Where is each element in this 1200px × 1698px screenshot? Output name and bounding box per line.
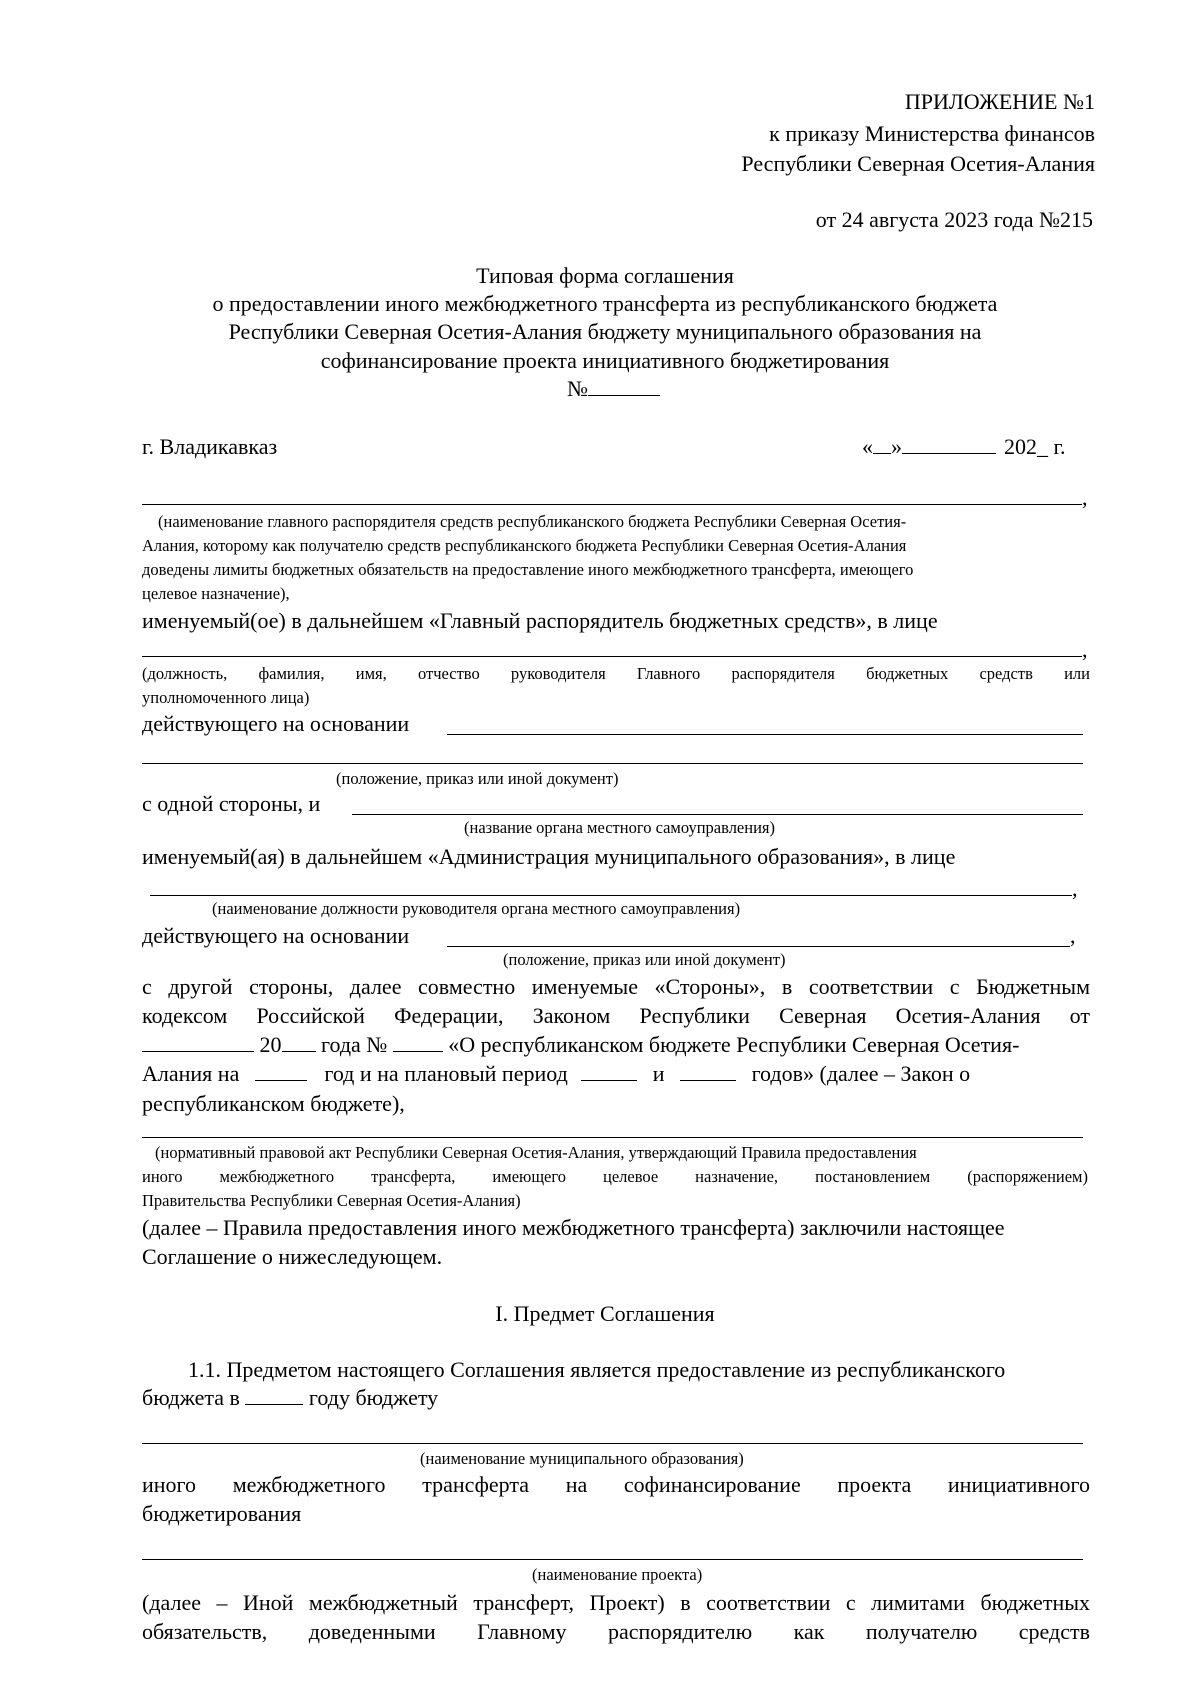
budget-in-label: бюджета в xyxy=(142,1385,240,1410)
comma: , xyxy=(1082,637,1088,662)
year-budget-label: году бюджету xyxy=(308,1385,439,1410)
rules-act-line xyxy=(142,1137,1083,1138)
acting-basis-line xyxy=(447,734,1083,735)
limits-line-1: (далее – Иной межбюджетный трансферт, Проект) в соответствии с лимитами бюджетных xyxy=(142,1590,1090,1615)
head-caption-1: (должность, фамилия, имя, отчество руководителя Главного распорядителя бюджетных средств или xyxy=(142,664,1090,683)
budget-label: Алания на xyxy=(142,1061,240,1086)
month-blank xyxy=(902,433,996,454)
year-blank xyxy=(245,1384,303,1405)
republic-name: Республики Северная Осетия-Алания xyxy=(741,151,1095,176)
planning-period-label: год и на плановый период xyxy=(324,1061,568,1086)
acting-basis-line-3 xyxy=(447,946,1070,947)
parties-line-2: кодексом Российской Федерации, Законом Республики Северная Осетия-Алания от xyxy=(142,1003,1090,1028)
title-line-3: Республики Северная Осетия-Алания бюджету муниципального образования на xyxy=(228,319,982,344)
acting-basis-label: действующего на основании xyxy=(142,711,410,736)
parties-line-1: с другой стороны, далее совместно именуемые «Стороны», в соответствии с Бюджетным xyxy=(142,974,1090,999)
grbs-caption-4: целевое назначение), xyxy=(142,584,290,603)
transfer-line-1: иного межбюджетного трансферта на софинансирование проекта инициативного xyxy=(142,1472,1090,1497)
law-title: «О республиканском бюджете Республики Северная Осетия- xyxy=(448,1032,1020,1057)
appendix-label: ПРИЛОЖЕНИЕ №1 xyxy=(904,89,1095,114)
head-position-line xyxy=(150,895,1072,896)
rules-caption-2: иного межбюджетного трансферта, имеющего целевое назначение, постановлением (распоряжением) xyxy=(142,1167,1088,1186)
title-line-1: Типовая форма соглашения xyxy=(476,263,734,288)
quote-open: « xyxy=(862,434,873,459)
section-heading: I. Предмет Соглашения xyxy=(495,1301,715,1326)
years-label: годов» (далее – Закон о xyxy=(751,1061,971,1086)
doc-caption-2: (положение, приказ или иной документ) xyxy=(503,950,786,969)
quote-close: » xyxy=(891,434,902,459)
head-caption-2: уполномоченного лица) xyxy=(142,688,310,707)
title-line-2: о предоставлении иного межбюджетного трансферта из республиканского бюджета xyxy=(212,291,998,316)
city: г. Владикавказ xyxy=(142,434,278,459)
law-number-label: года № xyxy=(321,1032,388,1057)
acting-basis-line-2 xyxy=(142,763,1083,764)
rules-caption-1: (нормативный правовой акт Республики Северная Осетия-Алания, утверждающий Правила предоставления xyxy=(155,1143,917,1162)
municipality-line xyxy=(142,1443,1083,1444)
number-blank xyxy=(588,375,660,396)
period-end-blank xyxy=(680,1060,736,1081)
comma: , xyxy=(1082,485,1088,510)
day-blank xyxy=(873,433,891,454)
sign-date xyxy=(862,433,1066,461)
acting-basis-label-2: действующего на основании xyxy=(142,923,410,948)
fiscal-year-blank xyxy=(255,1060,307,1081)
parties-line-3 xyxy=(142,1031,1019,1059)
rules-line-1: (далее – Правила предоставления иного межбюджетного трансферта) заключили настоящее xyxy=(142,1215,1005,1240)
limits-line-2: обязательств, доведенными Главному распорядителю как получателю средств xyxy=(142,1619,1090,1644)
order-reference: к приказу Министерства финансов xyxy=(769,121,1095,146)
head-name-line xyxy=(142,656,1082,657)
rules-caption-3: Правительства Республики Северная Осетия-Алания) xyxy=(142,1191,521,1210)
period-start-blank xyxy=(581,1060,637,1081)
year-blank xyxy=(282,1031,316,1052)
title-line-4: софинансирование проекта инициативного бюджетирования xyxy=(320,348,890,373)
municipality-caption: (наименование муниципального образования) xyxy=(420,1449,744,1468)
grbs-caption-2: Алания, которому как получателю средств республиканского бюджета Республики Северная Осетия-Алания xyxy=(142,536,907,555)
grbs-name-line xyxy=(142,504,1082,505)
year-text: 202_ г. xyxy=(1004,434,1066,459)
org-name-line xyxy=(352,814,1083,815)
clause-1-1-line-1: 1.1. Предметом настоящего Соглашения является предоставление из республиканского xyxy=(188,1357,1006,1382)
year-prefix: 20 xyxy=(259,1032,282,1057)
admin-named: именуемый(ая) в дальнейшем «Администрация муниципального образования», в лице xyxy=(142,844,956,869)
clause-1-1-line-2 xyxy=(142,1384,438,1412)
and-label: и xyxy=(652,1061,665,1086)
grbs-named: именуемый(ое) в дальнейшем «Главный распорядитель бюджетных средств», в лице xyxy=(142,608,938,633)
org-caption: (название органа местного самоуправления) xyxy=(464,818,776,837)
law-number-blank xyxy=(393,1031,443,1052)
comma: , xyxy=(1072,876,1078,901)
day-month-blank xyxy=(142,1031,254,1052)
grbs-caption-3: доведены лимиты бюджетных обязательств на предоставление иного межбюджетного трансферта, имеющего xyxy=(142,560,914,579)
rules-line-2: Соглашение о нижеследующем. xyxy=(142,1244,443,1269)
order-date: от 24 августа 2023 года №215 xyxy=(815,207,1093,232)
transfer-line-2: бюджетирования xyxy=(142,1501,302,1526)
head-position-caption: (наименование должности руководителя органа местного самоуправления) xyxy=(212,899,741,918)
project-caption: (наименование проекта) xyxy=(532,1565,703,1584)
number-sign: № xyxy=(567,376,588,401)
one-side-label: с одной стороны, и xyxy=(142,791,321,816)
agreement-number xyxy=(567,375,660,403)
grbs-caption-1: (наименование главного распорядителя средств республиканского бюджета Республики Северная Осетия- xyxy=(158,512,907,531)
parties-line-4 xyxy=(142,1060,970,1088)
parties-line-5: республиканском бюджете), xyxy=(142,1091,405,1116)
project-line xyxy=(142,1559,1083,1560)
doc-caption: (положение, приказ или иной документ) xyxy=(336,769,619,788)
comma: , xyxy=(1070,923,1076,948)
